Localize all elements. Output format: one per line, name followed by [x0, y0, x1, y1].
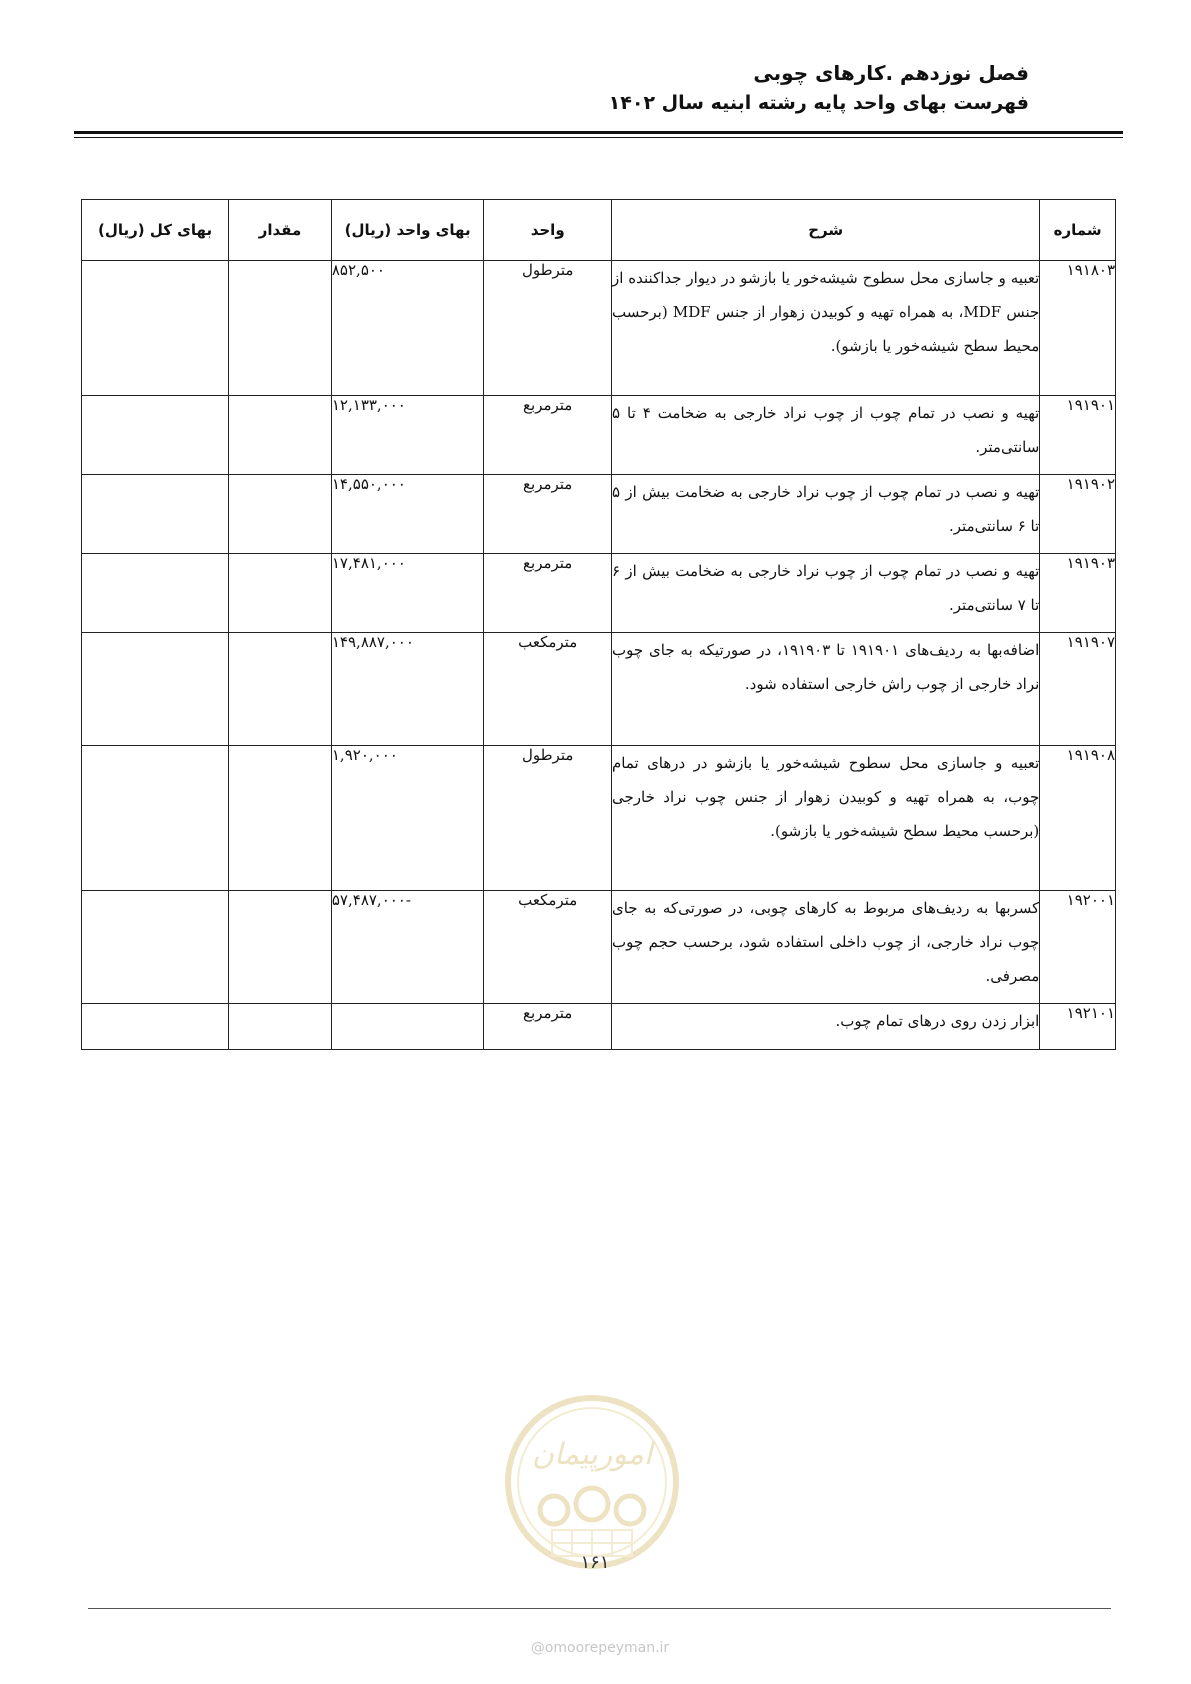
item-unit: مترمربع	[484, 396, 612, 475]
watermark-text: @omoorepeyman.ir	[530, 1640, 670, 1656]
price-list-title: فهرست بهای واحد پایه رشته ابنیه سال ۱۴۰۲	[608, 92, 1029, 114]
header-description: شرح	[612, 200, 1040, 261]
header-rule-thick	[74, 131, 1123, 134]
item-total-price	[82, 261, 229, 396]
item-total-price	[82, 746, 229, 891]
unit-price-value: ۱۲,۱۳۳,۰۰۰	[331, 396, 406, 414]
item-code: ۱۹۱۹۰۷	[1040, 633, 1116, 746]
unit-price-value: ۱,۹۲۰,۰۰۰	[331, 746, 398, 764]
page-header	[609, 58, 1029, 118]
table-row	[82, 396, 1116, 475]
item-description: اضافه‌بها به ردیف‌های ۱۹۱۹۰۱ تا ۱۹۱۹۰۳، در صورتیکه به جای چوب نراد خارجی از چوب راش خارجی استفاده شود.	[612, 633, 1040, 746]
item-quantity	[229, 633, 332, 746]
unit-price-value: ۱۴۹,۸۸۷,۰۰۰	[331, 633, 414, 651]
item-unit: مترمکعب	[484, 633, 612, 746]
item-unit-price	[331, 1004, 484, 1050]
item-description: تهیه و نصب در تمام چوب از چوب نراد خارجی به ضخامت بیش از ۶ تا ۷ سانتی‌متر.	[612, 554, 1040, 633]
item-quantity	[229, 891, 332, 1004]
item-unit-price	[331, 554, 484, 633]
item-quantity	[229, 475, 332, 554]
item-description: تهیه و نصب در تمام چوب از چوب نراد خارجی به ضخامت ۴ تا ۵ سانتی‌متر.	[612, 396, 1040, 475]
item-description: ابزار زدن روی درهای تمام چوب.	[612, 1004, 1040, 1050]
table-header-row	[82, 200, 1116, 261]
item-code: ۱۹۱۹۰۸	[1040, 746, 1116, 891]
table-row	[82, 1004, 1116, 1050]
item-unit: مترمربع	[484, 475, 612, 554]
watermark-logo-icon	[502, 1392, 682, 1572]
header-rule-thin	[74, 137, 1123, 138]
unit-price-value: ۸۵۲,۵۰۰	[331, 261, 385, 279]
header-total-price: بهای کل (ریال)	[82, 200, 229, 261]
header-quantity: مقدار	[229, 200, 332, 261]
item-quantity	[229, 261, 332, 396]
chapter-title: فصل نوزدهم .کارهای چوبی	[753, 61, 1029, 85]
item-total-price	[82, 633, 229, 746]
item-code: ۱۹۲۰۰۱	[1040, 891, 1116, 1004]
unit-price-value: ۱۴,۵۵۰,۰۰۰	[331, 475, 406, 493]
item-description: تعبیه و جاسازی محل سطوح شیشه‌خور یا بازشو در دیوار جداکننده از جنس MDF، به همراه تهیه و کوبیدن زهوار از جنس MDF (برحسب محیط سطح شیشه‌خور یا بازشو).	[612, 261, 1040, 396]
item-unit-price	[331, 261, 484, 396]
header-code: شماره	[1040, 200, 1116, 261]
item-code: ۱۹۱۹۰۱	[1040, 396, 1116, 475]
item-total-price	[82, 396, 229, 475]
item-total-price	[82, 554, 229, 633]
table-row	[82, 633, 1116, 746]
item-quantity	[229, 746, 332, 891]
item-code: ۱۹۱۹۰۳	[1040, 554, 1116, 633]
item-unit: مترمکعب	[484, 891, 612, 1004]
item-unit-price	[331, 746, 484, 891]
item-unit: مترمربع	[484, 554, 612, 633]
item-total-price	[82, 475, 229, 554]
table-row	[82, 554, 1116, 633]
table-row	[82, 475, 1116, 554]
unit-price-value: ۱۷,۴۸۱,۰۰۰	[331, 554, 406, 572]
item-quantity	[229, 396, 332, 475]
watermark-logo-text: امورپیمان	[531, 1437, 653, 1472]
unit-price-value: -۵۷,۴۸۷,۰۰۰	[331, 891, 411, 909]
item-total-price	[82, 891, 229, 1004]
item-description: تهیه و نصب در تمام چوب از چوب نراد خارجی به ضخامت بیش از ۵ تا ۶ سانتی‌متر.	[612, 475, 1040, 554]
header-unit: واحد	[484, 200, 612, 261]
item-code: ۱۹۲۱۰۱	[1040, 1004, 1116, 1050]
item-quantity	[229, 1004, 332, 1050]
item-unit: مترطول	[484, 261, 612, 396]
table-row	[82, 746, 1116, 891]
item-unit-price	[331, 891, 484, 1004]
item-unit-price	[331, 396, 484, 475]
item-unit: مترمربع	[484, 1004, 612, 1050]
item-unit: مترطول	[484, 746, 612, 891]
page-number: ۱۶۱	[580, 1552, 610, 1573]
item-code: ۱۹۱۹۰۲	[1040, 475, 1116, 554]
item-unit-price	[331, 633, 484, 746]
price-list-table	[81, 199, 1116, 1050]
footer-rule	[88, 1608, 1111, 1609]
item-description: کسربها به ردیف‌های مربوط به کارهای چوبی، در صورتی‌که به جای چوب نراد خارجی، از چوب داخلی استفاده شود، برحسب حجم چوب مصرفی.	[612, 891, 1040, 1004]
header-unit-price: بهای واحد (ریال)	[331, 200, 484, 261]
item-quantity	[229, 554, 332, 633]
item-unit-price	[331, 475, 484, 554]
item-code: ۱۹۱۸۰۳	[1040, 261, 1116, 396]
item-total-price	[82, 1004, 229, 1050]
table-row	[82, 891, 1116, 1004]
item-description: تعبیه و جاسازی محل سطوح شیشه‌خور یا بازشو در درهای تمام چوب، به همراه تهیه و کوبیدن زهوار از جنس چوب نراد خارجی (برحسب محیط سطح شیشه‌خور یا بازشو).	[612, 746, 1040, 891]
table-row	[82, 261, 1116, 396]
